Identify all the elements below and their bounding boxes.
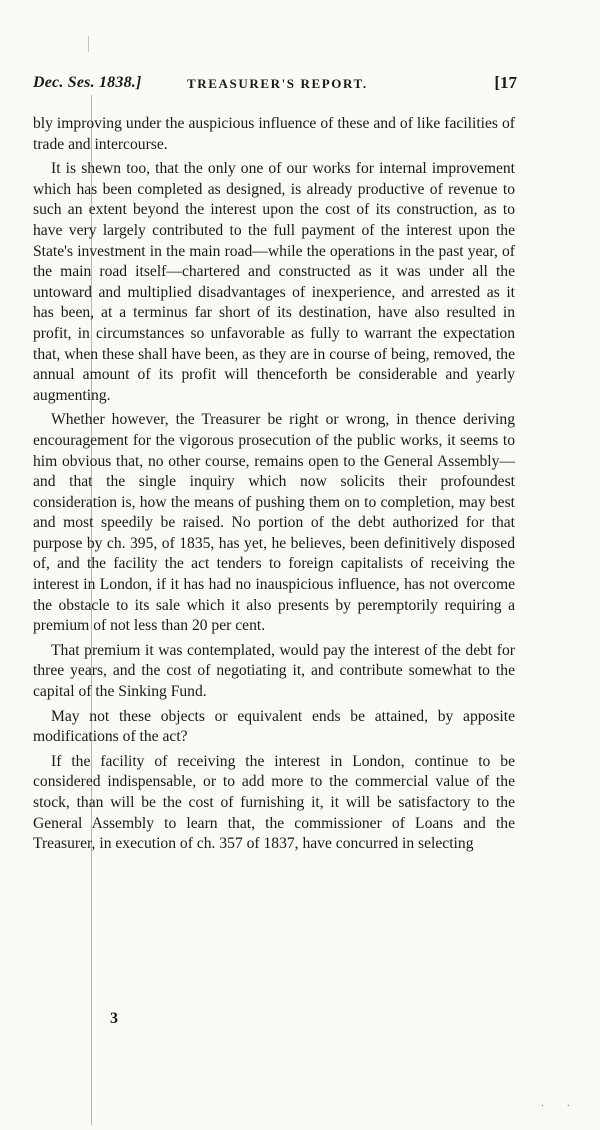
paragraph: Whether however, the Treasurer be right or wrong, in thence deriving encouragement for the vigorous prosecution of the public works, it seems to him obvious that, no other course, remains open to the General Assembly—and that the single inquiry which now solicits their profoundest consideration is, how the means of pushing them on to completion, may best and most speedily be raised. No portion of the debt authorized for that purpose by ch. 395, of 1835, has yet, he believes, been definitively disposed of, and the facility the act tenders to foreign capitalists of receiving the interest in London, if it has had no inauspicious influence, has not overcome the obstacle to its sale which it also presents by peremptorily requiring a premium of not less than 20 per cent. xyxy=(33,411,515,635)
running-header xyxy=(33,70,521,96)
header-title: TREASURER'S REPORT. xyxy=(187,76,368,91)
paragraph: If the facility of receiving the interest in London, continue to be considered indispensable, or to add more to the commercial value of the stock, than will be the cost of furnishing it, it will be satisfactory to the General Assembly to learn that, the commissioner of Loans and the Treasurer, in execution of ch. 357 of 1837, have concurred in selecting xyxy=(33,752,515,853)
paragraph: That premium it was contemplated, would pay the interest of the debt for three years, and the cost of negotiating it, and contribute somewhat to the capital of the Sinking Fund. xyxy=(33,641,515,701)
paragraph: It is shewn too, that the only one of our works for internal improvement which has been completed as designed, is already productive of revenue to such an extent beyond the interest upon the cost of its construction, as to have very largely contributed to the full payment of the interest upon the State's investment in the main road—while the operations in the past year, of the main road itself—chartered and constructed as it was under all the untoward and multiplied disadvantages of inexperience, and arrested as it has been, at a terminus far short of its destination, have also resulted in profit, in circumstances so unfavorable as fully to warrant the expectation that, when these shall have been, as they are in course of being, removed, the annual amount of its profit will thenceforth be considerable and yearly augmenting. xyxy=(33,160,515,404)
paragraph-continued: bly improving under the auspicious influence of these and of like facilities of trade and intercourse. xyxy=(33,115,515,153)
body-text xyxy=(33,114,515,855)
scan-dots: · · xyxy=(540,1101,580,1112)
paragraph: May not these objects or equivalent ends be attained, by apposite modifications of the act? xyxy=(33,707,515,746)
signature-mark: 3 xyxy=(110,1010,118,1027)
scan-artifact xyxy=(88,36,89,52)
header-date: Dec. Ses. 1838.] xyxy=(33,74,142,91)
header-page-number: [17 xyxy=(494,73,517,92)
